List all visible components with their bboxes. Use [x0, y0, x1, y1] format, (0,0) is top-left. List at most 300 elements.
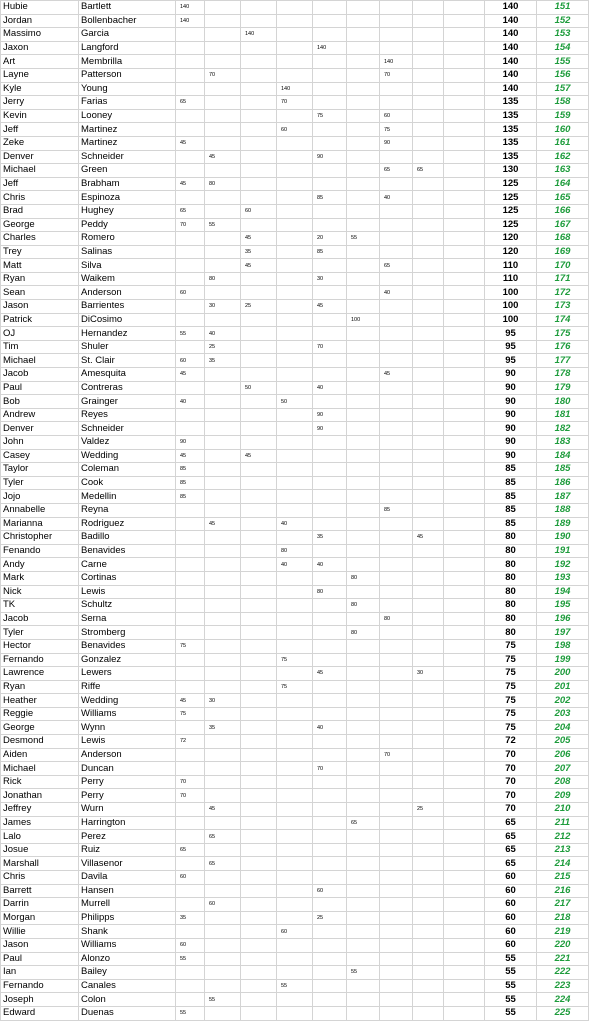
- event-score-cell[interactable]: [277, 1006, 313, 1020]
- event-score-cell[interactable]: [241, 272, 277, 286]
- event-score-cell[interactable]: [347, 327, 380, 341]
- event-score-cell[interactable]: [313, 368, 347, 382]
- event-score-cell[interactable]: [205, 966, 241, 980]
- event-score-cell[interactable]: [347, 680, 380, 694]
- event-score-cell[interactable]: 55: [205, 218, 241, 232]
- event-score-cell[interactable]: [444, 653, 485, 667]
- event-score-cell[interactable]: [313, 599, 347, 613]
- total-points-cell[interactable]: 140: [485, 55, 537, 69]
- event-score-cell[interactable]: 65: [176, 843, 205, 857]
- event-score-cell[interactable]: [444, 775, 485, 789]
- last-name-cell[interactable]: Grainger: [79, 395, 176, 409]
- event-score-cell[interactable]: [380, 639, 413, 653]
- event-score-cell[interactable]: [347, 653, 380, 667]
- event-score-cell[interactable]: [444, 354, 485, 368]
- last-name-cell[interactable]: Young: [79, 82, 176, 96]
- total-points-cell[interactable]: 135: [485, 109, 537, 123]
- event-score-cell[interactable]: [277, 571, 313, 585]
- event-score-cell[interactable]: [205, 96, 241, 110]
- rank-cell[interactable]: 209: [537, 789, 589, 803]
- first-name-cell[interactable]: Desmond: [1, 735, 79, 749]
- event-score-cell[interactable]: [313, 1, 347, 15]
- event-score-cell[interactable]: [205, 123, 241, 137]
- rank-cell[interactable]: 172: [537, 286, 589, 300]
- first-name-cell[interactable]: Darrin: [1, 898, 79, 912]
- event-score-cell[interactable]: [413, 599, 444, 613]
- event-score-cell[interactable]: [380, 558, 413, 572]
- event-score-cell[interactable]: [313, 680, 347, 694]
- event-score-cell[interactable]: [347, 843, 380, 857]
- total-points-cell[interactable]: 85: [485, 503, 537, 517]
- event-score-cell[interactable]: [241, 123, 277, 137]
- event-score-cell[interactable]: [241, 612, 277, 626]
- rank-cell[interactable]: 170: [537, 259, 589, 273]
- event-score-cell[interactable]: [347, 803, 380, 817]
- event-score-cell[interactable]: [413, 503, 444, 517]
- event-score-cell[interactable]: [205, 136, 241, 150]
- event-score-cell[interactable]: [277, 789, 313, 803]
- event-score-cell[interactable]: [313, 68, 347, 82]
- last-name-cell[interactable]: Romero: [79, 232, 176, 246]
- total-points-cell[interactable]: 130: [485, 164, 537, 178]
- event-score-cell[interactable]: [413, 96, 444, 110]
- event-score-cell[interactable]: [380, 463, 413, 477]
- event-score-cell[interactable]: [380, 531, 413, 545]
- event-score-cell[interactable]: [413, 952, 444, 966]
- event-score-cell[interactable]: [347, 789, 380, 803]
- total-points-cell[interactable]: 120: [485, 232, 537, 246]
- rank-cell[interactable]: 153: [537, 28, 589, 42]
- first-name-cell[interactable]: Art: [1, 55, 79, 69]
- first-name-cell[interactable]: Marshall: [1, 857, 79, 871]
- event-score-cell[interactable]: [241, 531, 277, 545]
- rank-cell[interactable]: 154: [537, 41, 589, 55]
- event-score-cell[interactable]: [313, 259, 347, 273]
- last-name-cell[interactable]: Membrilla: [79, 55, 176, 69]
- event-score-cell[interactable]: [205, 735, 241, 749]
- event-score-cell[interactable]: [313, 463, 347, 477]
- event-score-cell[interactable]: [413, 898, 444, 912]
- event-score-cell[interactable]: [176, 571, 205, 585]
- last-name-cell[interactable]: Wurn: [79, 803, 176, 817]
- event-score-cell[interactable]: 45: [205, 150, 241, 164]
- event-score-cell[interactable]: [380, 218, 413, 232]
- event-score-cell[interactable]: [444, 96, 485, 110]
- event-score-cell[interactable]: 90: [380, 136, 413, 150]
- event-score-cell[interactable]: [413, 925, 444, 939]
- rank-cell[interactable]: 196: [537, 612, 589, 626]
- event-score-cell[interactable]: [347, 490, 380, 504]
- event-score-cell[interactable]: [413, 585, 444, 599]
- event-score-cell[interactable]: [313, 626, 347, 640]
- event-score-cell[interactable]: [176, 340, 205, 354]
- event-score-cell[interactable]: [277, 177, 313, 191]
- event-score-cell[interactable]: 55: [205, 993, 241, 1007]
- last-name-cell[interactable]: Stromberg: [79, 626, 176, 640]
- event-score-cell[interactable]: [277, 191, 313, 205]
- event-score-cell[interactable]: [277, 14, 313, 28]
- event-score-cell[interactable]: [205, 531, 241, 545]
- last-name-cell[interactable]: Green: [79, 164, 176, 178]
- rank-cell[interactable]: 184: [537, 449, 589, 463]
- event-score-cell[interactable]: 50: [277, 395, 313, 409]
- event-score-cell[interactable]: [413, 857, 444, 871]
- event-score-cell[interactable]: [176, 531, 205, 545]
- first-name-cell[interactable]: Jason: [1, 938, 79, 952]
- total-points-cell[interactable]: 100: [485, 313, 537, 327]
- event-score-cell[interactable]: [413, 123, 444, 137]
- event-score-cell[interactable]: 45: [313, 300, 347, 314]
- event-score-cell[interactable]: [176, 925, 205, 939]
- event-score-cell[interactable]: [347, 558, 380, 572]
- total-points-cell[interactable]: 65: [485, 830, 537, 844]
- event-score-cell[interactable]: [380, 966, 413, 980]
- total-points-cell[interactable]: 135: [485, 150, 537, 164]
- total-points-cell[interactable]: 80: [485, 612, 537, 626]
- event-score-cell[interactable]: [277, 354, 313, 368]
- event-score-cell[interactable]: [313, 966, 347, 980]
- event-score-cell[interactable]: [277, 612, 313, 626]
- event-score-cell[interactable]: [380, 327, 413, 341]
- first-name-cell[interactable]: Jonathan: [1, 789, 79, 803]
- event-score-cell[interactable]: [205, 191, 241, 205]
- event-score-cell[interactable]: [241, 938, 277, 952]
- event-score-cell[interactable]: 140: [241, 28, 277, 42]
- event-score-cell[interactable]: 40: [176, 395, 205, 409]
- event-score-cell[interactable]: [313, 612, 347, 626]
- first-name-cell[interactable]: Jeff: [1, 177, 79, 191]
- event-score-cell[interactable]: 140: [380, 55, 413, 69]
- event-score-cell[interactable]: [176, 830, 205, 844]
- first-name-cell[interactable]: Denver: [1, 422, 79, 436]
- rank-cell[interactable]: 210: [537, 803, 589, 817]
- event-score-cell[interactable]: 60: [313, 884, 347, 898]
- event-score-cell[interactable]: [277, 272, 313, 286]
- event-score-cell[interactable]: [313, 871, 347, 885]
- event-score-cell[interactable]: [444, 680, 485, 694]
- event-score-cell[interactable]: [205, 109, 241, 123]
- event-score-cell[interactable]: [176, 816, 205, 830]
- event-score-cell[interactable]: [205, 952, 241, 966]
- event-score-cell[interactable]: [380, 41, 413, 55]
- event-score-cell[interactable]: [176, 979, 205, 993]
- rank-cell[interactable]: 181: [537, 408, 589, 422]
- event-score-cell[interactable]: [313, 313, 347, 327]
- last-name-cell[interactable]: Benavides: [79, 639, 176, 653]
- total-points-cell[interactable]: 80: [485, 571, 537, 585]
- event-score-cell[interactable]: [277, 204, 313, 218]
- last-name-cell[interactable]: Brabham: [79, 177, 176, 191]
- event-score-cell[interactable]: [313, 218, 347, 232]
- event-score-cell[interactable]: [313, 748, 347, 762]
- event-score-cell[interactable]: [444, 463, 485, 477]
- event-score-cell[interactable]: [444, 979, 485, 993]
- event-score-cell[interactable]: [241, 871, 277, 885]
- rank-cell[interactable]: 224: [537, 993, 589, 1007]
- first-name-cell[interactable]: Christopher: [1, 531, 79, 545]
- event-score-cell[interactable]: [205, 558, 241, 572]
- event-score-cell[interactable]: 55: [176, 327, 205, 341]
- event-score-cell[interactable]: [380, 830, 413, 844]
- rank-cell[interactable]: 203: [537, 707, 589, 721]
- event-score-cell[interactable]: [277, 463, 313, 477]
- event-score-cell[interactable]: [413, 340, 444, 354]
- total-points-cell[interactable]: 90: [485, 449, 537, 463]
- event-score-cell[interactable]: [241, 558, 277, 572]
- first-name-cell[interactable]: Hector: [1, 639, 79, 653]
- event-score-cell[interactable]: 65: [176, 96, 205, 110]
- event-score-cell[interactable]: [380, 843, 413, 857]
- total-points-cell[interactable]: 55: [485, 966, 537, 980]
- event-score-cell[interactable]: [413, 653, 444, 667]
- event-score-cell[interactable]: [241, 707, 277, 721]
- event-score-cell[interactable]: [444, 735, 485, 749]
- event-score-cell[interactable]: [444, 1, 485, 15]
- first-name-cell[interactable]: Denver: [1, 150, 79, 164]
- event-score-cell[interactable]: [241, 762, 277, 776]
- total-points-cell[interactable]: 95: [485, 327, 537, 341]
- event-score-cell[interactable]: [413, 775, 444, 789]
- event-score-cell[interactable]: [380, 694, 413, 708]
- event-score-cell[interactable]: [277, 327, 313, 341]
- event-score-cell[interactable]: [413, 558, 444, 572]
- event-score-cell[interactable]: [347, 735, 380, 749]
- event-score-cell[interactable]: [444, 762, 485, 776]
- event-score-cell[interactable]: [313, 694, 347, 708]
- event-score-cell[interactable]: [444, 136, 485, 150]
- event-score-cell[interactable]: [313, 993, 347, 1007]
- total-points-cell[interactable]: 60: [485, 871, 537, 885]
- rank-cell[interactable]: 166: [537, 204, 589, 218]
- event-score-cell[interactable]: 70: [277, 96, 313, 110]
- total-points-cell[interactable]: 75: [485, 680, 537, 694]
- event-score-cell[interactable]: [176, 680, 205, 694]
- total-points-cell[interactable]: 60: [485, 898, 537, 912]
- total-points-cell[interactable]: 80: [485, 558, 537, 572]
- event-score-cell[interactable]: [413, 109, 444, 123]
- last-name-cell[interactable]: Contreras: [79, 381, 176, 395]
- event-score-cell[interactable]: [444, 503, 485, 517]
- event-score-cell[interactable]: [313, 735, 347, 749]
- event-score-cell[interactable]: [277, 28, 313, 42]
- event-score-cell[interactable]: [347, 993, 380, 1007]
- event-score-cell[interactable]: [176, 82, 205, 96]
- total-points-cell[interactable]: 60: [485, 911, 537, 925]
- event-score-cell[interactable]: [444, 422, 485, 436]
- event-score-cell[interactable]: [277, 313, 313, 327]
- event-score-cell[interactable]: [380, 381, 413, 395]
- event-score-cell[interactable]: [313, 517, 347, 531]
- event-score-cell[interactable]: [413, 626, 444, 640]
- event-score-cell[interactable]: [313, 503, 347, 517]
- event-score-cell[interactable]: 60: [241, 204, 277, 218]
- event-score-cell[interactable]: [347, 41, 380, 55]
- event-score-cell[interactable]: [277, 694, 313, 708]
- event-score-cell[interactable]: [277, 639, 313, 653]
- event-score-cell[interactable]: [380, 490, 413, 504]
- event-score-cell[interactable]: [313, 857, 347, 871]
- event-score-cell[interactable]: [413, 204, 444, 218]
- total-points-cell[interactable]: 125: [485, 177, 537, 191]
- event-score-cell[interactable]: [413, 218, 444, 232]
- rank-cell[interactable]: 202: [537, 694, 589, 708]
- event-score-cell[interactable]: [205, 748, 241, 762]
- last-name-cell[interactable]: Cook: [79, 476, 176, 490]
- event-score-cell[interactable]: [176, 109, 205, 123]
- event-score-cell[interactable]: [380, 517, 413, 531]
- event-score-cell[interactable]: [444, 55, 485, 69]
- event-score-cell[interactable]: [277, 422, 313, 436]
- first-name-cell[interactable]: Annabelle: [1, 503, 79, 517]
- event-score-cell[interactable]: [347, 136, 380, 150]
- event-score-cell[interactable]: [380, 571, 413, 585]
- event-score-cell[interactable]: [347, 775, 380, 789]
- event-score-cell[interactable]: [277, 531, 313, 545]
- event-score-cell[interactable]: [444, 612, 485, 626]
- event-score-cell[interactable]: 75: [313, 109, 347, 123]
- event-score-cell[interactable]: 70: [205, 68, 241, 82]
- event-score-cell[interactable]: [444, 177, 485, 191]
- first-name-cell[interactable]: Lawrence: [1, 667, 79, 681]
- first-name-cell[interactable]: Sean: [1, 286, 79, 300]
- event-score-cell[interactable]: 45: [176, 177, 205, 191]
- event-score-cell[interactable]: [380, 408, 413, 422]
- event-score-cell[interactable]: [241, 544, 277, 558]
- first-name-cell[interactable]: Heather: [1, 694, 79, 708]
- last-name-cell[interactable]: Shank: [79, 925, 176, 939]
- event-score-cell[interactable]: [241, 694, 277, 708]
- event-score-cell[interactable]: [380, 476, 413, 490]
- first-name-cell[interactable]: Ian: [1, 966, 79, 980]
- event-score-cell[interactable]: 45: [176, 694, 205, 708]
- event-score-cell[interactable]: [347, 911, 380, 925]
- event-score-cell[interactable]: [347, 694, 380, 708]
- last-name-cell[interactable]: Davila: [79, 871, 176, 885]
- rank-cell[interactable]: 211: [537, 816, 589, 830]
- first-name-cell[interactable]: Jojo: [1, 490, 79, 504]
- event-score-cell[interactable]: [444, 544, 485, 558]
- event-score-cell[interactable]: [205, 911, 241, 925]
- event-score-cell[interactable]: [380, 721, 413, 735]
- event-score-cell[interactable]: 45: [380, 368, 413, 382]
- last-name-cell[interactable]: Duenas: [79, 1006, 176, 1020]
- total-points-cell[interactable]: 65: [485, 816, 537, 830]
- rank-cell[interactable]: 216: [537, 884, 589, 898]
- total-points-cell[interactable]: 95: [485, 340, 537, 354]
- event-score-cell[interactable]: [205, 476, 241, 490]
- event-score-cell[interactable]: [347, 286, 380, 300]
- first-name-cell[interactable]: Fernando: [1, 653, 79, 667]
- event-score-cell[interactable]: [241, 136, 277, 150]
- last-name-cell[interactable]: Anderson: [79, 748, 176, 762]
- event-score-cell[interactable]: [277, 721, 313, 735]
- event-score-cell[interactable]: 40: [313, 558, 347, 572]
- rank-cell[interactable]: 160: [537, 123, 589, 137]
- event-score-cell[interactable]: [313, 490, 347, 504]
- event-score-cell[interactable]: [347, 503, 380, 517]
- event-score-cell[interactable]: [380, 993, 413, 1007]
- event-score-cell[interactable]: [176, 313, 205, 327]
- first-name-cell[interactable]: John: [1, 436, 79, 450]
- event-score-cell[interactable]: [413, 871, 444, 885]
- event-score-cell[interactable]: [241, 748, 277, 762]
- event-score-cell[interactable]: [380, 816, 413, 830]
- last-name-cell[interactable]: Alonzo: [79, 952, 176, 966]
- event-score-cell[interactable]: [347, 272, 380, 286]
- event-score-cell[interactable]: [413, 28, 444, 42]
- rank-cell[interactable]: 186: [537, 476, 589, 490]
- event-score-cell[interactable]: [241, 721, 277, 735]
- event-score-cell[interactable]: [241, 925, 277, 939]
- event-score-cell[interactable]: [444, 966, 485, 980]
- last-name-cell[interactable]: Colon: [79, 993, 176, 1007]
- event-score-cell[interactable]: [176, 381, 205, 395]
- event-score-cell[interactable]: 30: [313, 272, 347, 286]
- event-score-cell[interactable]: [277, 857, 313, 871]
- event-score-cell[interactable]: [277, 41, 313, 55]
- event-score-cell[interactable]: [347, 96, 380, 110]
- event-score-cell[interactable]: [205, 544, 241, 558]
- event-score-cell[interactable]: [413, 843, 444, 857]
- event-score-cell[interactable]: [277, 381, 313, 395]
- last-name-cell[interactable]: Perry: [79, 775, 176, 789]
- event-score-cell[interactable]: [444, 150, 485, 164]
- rank-cell[interactable]: 185: [537, 463, 589, 477]
- event-score-cell[interactable]: 45: [176, 136, 205, 150]
- event-score-cell[interactable]: [176, 585, 205, 599]
- event-score-cell[interactable]: [313, 925, 347, 939]
- event-score-cell[interactable]: 70: [176, 775, 205, 789]
- rank-cell[interactable]: 187: [537, 490, 589, 504]
- first-name-cell[interactable]: Michael: [1, 164, 79, 178]
- rank-cell[interactable]: 161: [537, 136, 589, 150]
- event-score-cell[interactable]: [205, 680, 241, 694]
- event-score-cell[interactable]: [413, 721, 444, 735]
- event-score-cell[interactable]: [444, 626, 485, 640]
- event-score-cell[interactable]: [444, 476, 485, 490]
- event-score-cell[interactable]: 65: [205, 830, 241, 844]
- event-score-cell[interactable]: [205, 789, 241, 803]
- event-score-cell[interactable]: [277, 436, 313, 450]
- event-score-cell[interactable]: [413, 544, 444, 558]
- event-score-cell[interactable]: [347, 14, 380, 28]
- event-score-cell[interactable]: [413, 272, 444, 286]
- event-score-cell[interactable]: [241, 830, 277, 844]
- rank-cell[interactable]: 197: [537, 626, 589, 640]
- last-name-cell[interactable]: Gonzalez: [79, 653, 176, 667]
- event-score-cell[interactable]: [347, 109, 380, 123]
- event-score-cell[interactable]: [277, 340, 313, 354]
- event-score-cell[interactable]: [380, 96, 413, 110]
- event-score-cell[interactable]: [241, 898, 277, 912]
- event-score-cell[interactable]: 60: [176, 286, 205, 300]
- event-score-cell[interactable]: [380, 300, 413, 314]
- event-score-cell[interactable]: [241, 626, 277, 640]
- event-score-cell[interactable]: [277, 952, 313, 966]
- event-score-cell[interactable]: [277, 68, 313, 82]
- event-score-cell[interactable]: [413, 327, 444, 341]
- total-points-cell[interactable]: 65: [485, 857, 537, 871]
- first-name-cell[interactable]: OJ: [1, 327, 79, 341]
- event-score-cell[interactable]: [241, 191, 277, 205]
- event-score-cell[interactable]: [413, 884, 444, 898]
- event-score-cell[interactable]: [277, 830, 313, 844]
- event-score-cell[interactable]: [241, 993, 277, 1007]
- total-points-cell[interactable]: 55: [485, 979, 537, 993]
- last-name-cell[interactable]: Peddy: [79, 218, 176, 232]
- last-name-cell[interactable]: Canales: [79, 979, 176, 993]
- event-score-cell[interactable]: [241, 422, 277, 436]
